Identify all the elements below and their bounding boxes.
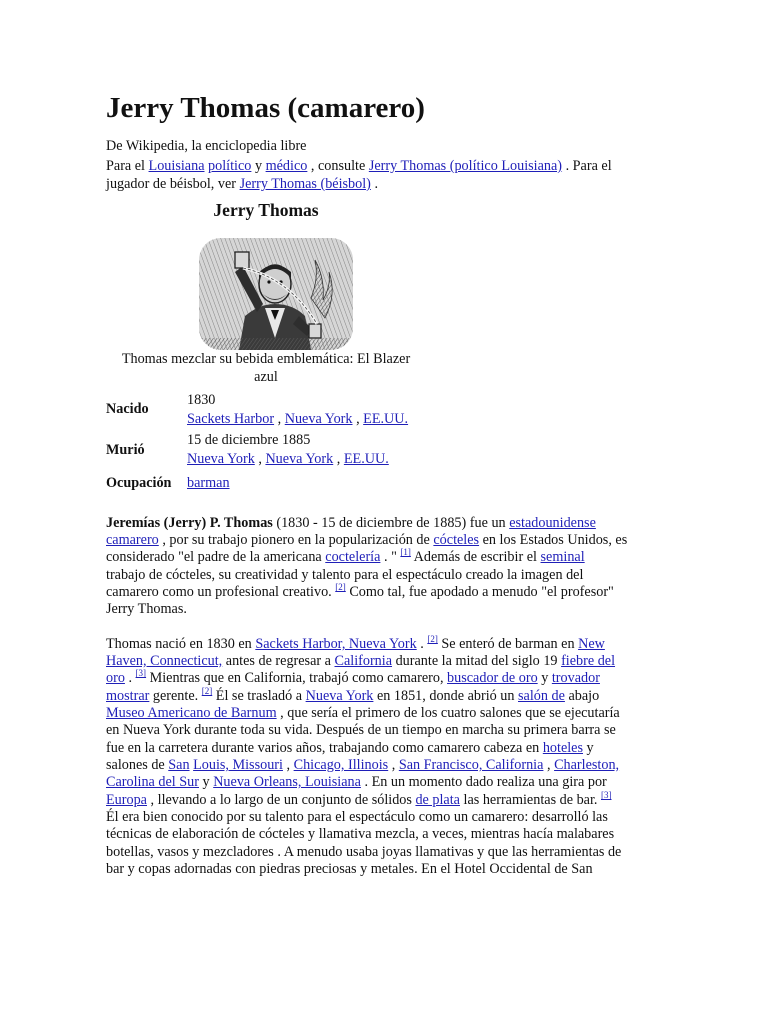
- reference-3b[interactable]: [3]: [601, 790, 612, 800]
- link-camarero[interactable]: camarero: [106, 532, 159, 548]
- reference-2b[interactable]: [2]: [427, 634, 438, 644]
- link-cocteleria[interactable]: coctelería: [325, 549, 381, 565]
- link-eeuu-2[interactable]: EE.UU.: [343, 451, 389, 467]
- link-buscador-de-oro[interactable]: buscador de oro: [447, 670, 538, 686]
- link-nueva-york[interactable]: Nueva York: [305, 688, 374, 704]
- link-politico[interactable]: político: [208, 158, 252, 174]
- link-san[interactable]: San: [168, 757, 190, 773]
- link-nueva-york-city[interactable]: Nueva York: [187, 451, 255, 467]
- link-california[interactable]: California: [334, 653, 393, 669]
- died-label: Murió: [106, 442, 145, 458]
- link-seminal[interactable]: seminal: [540, 549, 585, 565]
- born-value: 1830 Sackets Harbor , Nueva York , EE.UU.: [187, 392, 409, 427]
- link-jerry-thomas-politico[interactable]: Jerry Thomas (político Louisiana): [368, 158, 563, 174]
- reference-1[interactable]: [1]: [400, 547, 411, 557]
- link-carolina-del-sur[interactable]: Carolina del Sur: [106, 774, 199, 790]
- link-new-haven[interactable]: New: [578, 636, 605, 652]
- link-hoteles[interactable]: hoteles: [542, 740, 583, 756]
- p2-line-6: en Nueva York durante toda su vida. Después de un tiempo en marcha su primera barra se: [106, 722, 616, 738]
- reference-2c[interactable]: [2]: [201, 686, 213, 696]
- born-label: Nacido: [106, 401, 149, 417]
- link-louis-missouri[interactable]: Louis, Missouri: [193, 757, 283, 773]
- page-title: Jerry Thomas (camarero): [106, 92, 425, 124]
- hatnote-line-2: jugador de béisbol, ver Jerry Thomas (béisbol) .: [106, 176, 378, 192]
- link-san-francisco[interactable]: San Francisco, California: [398, 757, 544, 773]
- link-eeuu[interactable]: EE.UU.: [363, 411, 409, 427]
- link-trovador-2[interactable]: mostrar: [106, 688, 150, 704]
- link-sackets-harbor[interactable]: Sackets Harbor: [187, 411, 275, 427]
- p2-line-12: técnicas de elaboración de cócteles y llamativa mezcla, a veces, mientras hacía malabares: [106, 826, 615, 842]
- infobox-title: Jerry Thomas: [213, 200, 319, 220]
- p2-line-13: botellas, vasos y mezcladores . A menudo usaba joyas llamativas y que las herramientas de: [106, 844, 622, 860]
- link-estadounidense[interactable]: estadounidense: [509, 515, 596, 531]
- link-louisiana[interactable]: Louisiana: [148, 158, 205, 174]
- tagline: De Wikipedia, la enciclopedia libre: [106, 138, 307, 154]
- link-charleston[interactable]: Charleston,: [554, 757, 620, 773]
- link-museo-barnum[interactable]: Museo Americano de Barnum: [106, 705, 277, 721]
- reference-2[interactable]: [2]: [335, 582, 346, 592]
- jerry-thomas-portrait[interactable]: [199, 238, 353, 350]
- p2-line-9: Carolina del Sur y Nueva Orleans, Louisiana . En un momento dado realiza una gira por: [106, 774, 607, 790]
- occupation-label: Ocupación: [106, 475, 172, 491]
- p1-line-1: Jeremías (Jerry) P. Thomas (1830 - 15 de diciembre de 1885) fue un estadounidense: [106, 515, 596, 531]
- link-salon[interactable]: salón de: [518, 688, 565, 704]
- p1-line-5: camarero como un profesional creativo. [2] Como tal, fue apodado a menudo "el profesor": [106, 582, 614, 600]
- link-chicago[interactable]: Chicago, Illinois: [293, 757, 389, 773]
- p1-line-4: trabajo de cócteles, su creatividad y talento para el espectáculo creado la imagen del: [106, 567, 584, 583]
- link-trovador[interactable]: trovador: [551, 670, 600, 686]
- link-barman[interactable]: barman: [187, 475, 230, 491]
- p1-line-2: camarero , por su trabajo pionero en la popularización de cócteles en los Estados Unidos, es: [106, 532, 628, 548]
- link-medico[interactable]: médico: [265, 158, 308, 174]
- link-europa[interactable]: Europa: [106, 792, 147, 808]
- died-value: 15 de diciembre 1885 Nueva York , Nueva York , EE.UU.: [187, 432, 389, 467]
- p2-line-3: oro . [3] Mientras que en California, trabajó como camarero, buscador de oro y trovador: [106, 668, 600, 686]
- p1-line-6: Jerry Thomas.: [106, 601, 187, 617]
- hatnote-line-1: Para el Louisiana político y médico , consulte Jerry Thomas (político Louisiana) . Para el: [106, 158, 612, 174]
- p2-line-7: fue en la carretera durante varios años, trabajando como camarero cabeza en hoteles y: [106, 740, 594, 756]
- link-jerry-thomas-beisbol[interactable]: Jerry Thomas (béisbol): [239, 176, 371, 192]
- reference-3[interactable]: [3]: [135, 668, 147, 678]
- p2-line-11: Él era bien conocido por su talento para el espectáculo como un camarero: desarrolló las: [106, 809, 608, 825]
- p2-line-14: bar y copas adornadas con piedras preciosas y metales. En el Hotel Occidental de San: [106, 861, 593, 877]
- p2-line-1: Thomas nació en 1830 en Sackets Harbor, Nueva York . [2] Se enteró de barman en New: [106, 634, 605, 652]
- link-nueva-york-state-2[interactable]: Nueva York: [265, 451, 334, 467]
- p2-line-5: Museo Americano de Barnum , que sería el primero de los cuatro salones que se ejecutaría: [106, 705, 620, 721]
- p2-line-10: Europa , llevando a lo largo de un conjunto de sólidos de plata las herramientas de bar. [3]: [106, 790, 612, 808]
- link-nueva-orleans[interactable]: Nueva Orleans, Louisiana: [213, 774, 361, 790]
- p2-line-2: Haven, Connecticut, antes de regresar a California durante la mitad del siglo 19 fiebre del: [106, 653, 616, 669]
- link-fiebre-del-oro[interactable]: fiebre del: [561, 653, 616, 669]
- p2-line-4: mostrar gerente. [2] Él se trasladó a Nueva York en 1851, donde abrió un salón de abajo: [106, 686, 600, 704]
- occupation-value: [187, 474, 230, 493]
- link-nueva-york-state[interactable]: Nueva York: [284, 411, 353, 427]
- infobox-caption: Thomas mezclar su bebida emblemática: El Blazer azul: [121, 351, 411, 385]
- link-new-haven-2[interactable]: Haven, Connecticut,: [106, 653, 223, 669]
- p1-line-3: considerado "el padre de la americana coctelería . " [1] Además de escribir el seminal: [106, 547, 585, 565]
- link-sackets-harbor-ny[interactable]: Sackets Harbor, Nueva York: [255, 636, 417, 652]
- p2-line-8: salones de San Louis, Missouri , Chicago, Illinois , San Francisco, California , Charleston,: [106, 757, 620, 773]
- link-fiebre-del-oro-2[interactable]: oro: [106, 670, 125, 686]
- link-de-plata[interactable]: de plata: [415, 792, 460, 808]
- link-cocteles[interactable]: cócteles: [433, 532, 480, 548]
